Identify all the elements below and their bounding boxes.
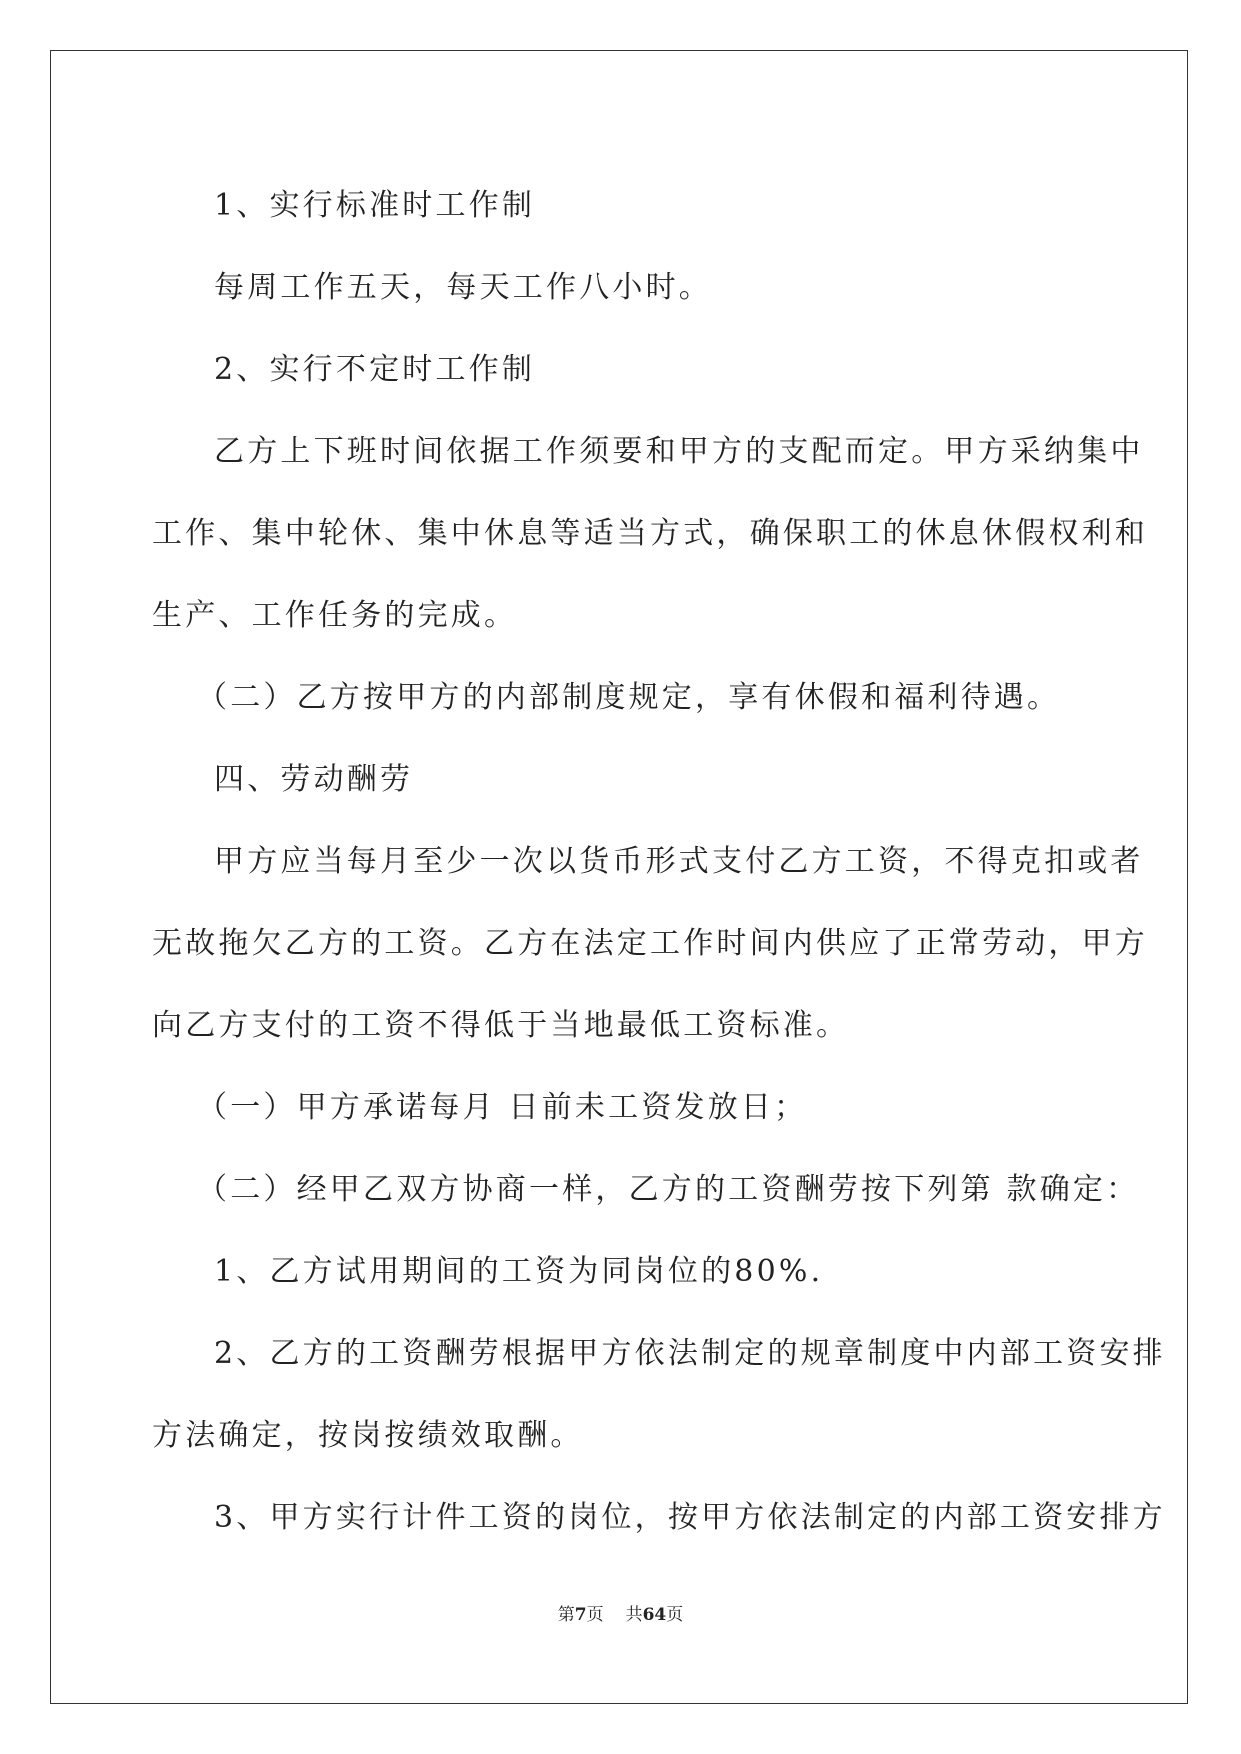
paragraph-line: 3、甲方实行计件工资的岗位，按甲方依法制定的内部工资安排方 — [214, 1500, 1166, 1535]
paragraph-line: 甲方应当每月至少一次以货币形式支付乙方工资，不得克扣或者 — [214, 844, 1144, 879]
paragraph-line: 工作、集中轮休、集中休息等适当方式，确保职工的休息休假权利和 — [152, 516, 1148, 551]
page-prefix: 第 — [557, 1605, 575, 1625]
current-page-number: 7 — [574, 1605, 587, 1625]
paragraph-line: （二）乙方按甲方的内部制度规定，享有休假和福利待遇。 — [197, 680, 1061, 715]
total-unit: 页 — [666, 1605, 684, 1625]
paragraph-line: 2、乙方的工资酬劳根据甲方依法制定的规章制度中内部工资安排 — [214, 1336, 1166, 1371]
total-pages-number: 64 — [642, 1605, 667, 1625]
paragraph-line: 生产、工作任务的完成。 — [152, 598, 518, 633]
paragraph-line: 乙方上下班时间依据工作须要和甲方的支配而定。甲方采纳集中 — [214, 434, 1144, 469]
paragraph-line: 无故拖欠乙方的工资。乙方在法定工作时间内供应了正常劳动，甲方 — [152, 926, 1148, 961]
paragraph-line: 每周工作五天，每天工作八小时。 — [214, 270, 712, 305]
paragraph-line: （二）经甲乙双方协商一样，乙方的工资酬劳按下列第 款确定： — [197, 1172, 1140, 1207]
paragraph-line: 1、乙方试用期间的工资为同岗位的80%. — [214, 1254, 824, 1289]
total-prefix: 共 — [625, 1605, 643, 1625]
page-footer — [0, 1600, 1241, 1625]
document-body — [152, 165, 1166, 1559]
paragraph-line: 1、实行标准时工作制 — [214, 188, 536, 223]
paragraph-line: 方法确定，按岗按绩效取酬。 — [152, 1418, 584, 1453]
paragraph-line: 2、实行不定时工作制 — [214, 352, 536, 387]
section-heading: 四、劳动酬劳 — [214, 762, 414, 797]
page-unit: 页 — [586, 1605, 604, 1625]
paragraph-line: （一）甲方承诺每月 日前未工资发放日； — [197, 1090, 808, 1125]
paragraph-line: 向乙方支付的工资不得低于当地最低工资标准。 — [152, 1008, 850, 1043]
